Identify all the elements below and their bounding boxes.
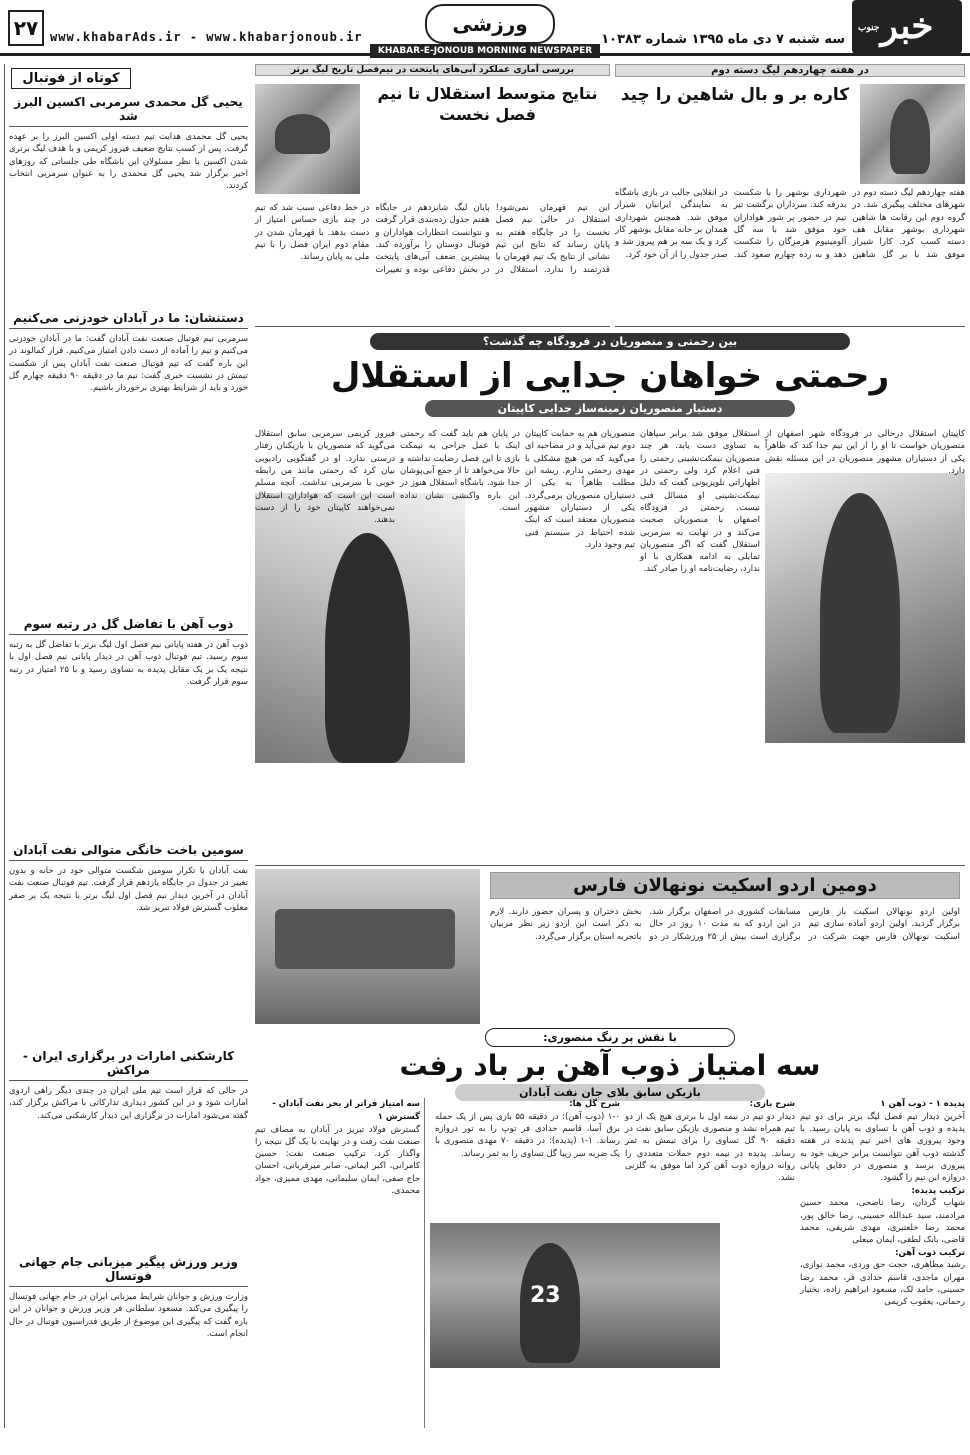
skating-story [255,865,965,1025]
soccer-photo [255,84,360,194]
side-match-body: گسترش فولاد تبریز در آبادان به مصاف تیم صنعت نفت رفت و در نهایت با یک گل نتیجه را واگذار کرد. ترکیب صنعت نفت: حسین کامرانی، اکبر ایمانی، صابر میرقربانی، احسان حاج صفی، ایمان سلیمانی، مهدی ممیزی، جواد محمدی. [255,1124,420,1197]
newspaper-logo [852,0,962,54]
side-match-head: سه امتیاز فراتر از بحر نفت آبادان - گسترش ۱ [272,1099,420,1122]
story-title: دومین اردو اسکیت نونهالان فارس [490,872,960,899]
section-1-body: آخرین دیدار تیم فصل لیگ برتر برای دو تیم پدیده و ذوب آهن با تساوی به پایان رسید. با وجود پیروزی های اخیر تیم پدیده در هفته گذشته ذوب آهن نتوانست برابر حریف خود به پیروزی برسد و منصوری در دقایق پایانی دروازه این تیم را گشود. [800,1111,965,1184]
story-subtitle: بازیکن سابق بلای جان نفت آبادان [455,1084,765,1101]
brief-item [5,843,252,1043]
brief-title: دستنشان: ما در آبادان خودزنی می‌کنیم [9,311,248,329]
story-body-4: در پایان هم باید گفت که رحمتی اینک با عمل جراحی به نیمکت بازی تا این فصل رضایت نداشته و حالا می‌خواهد تا از جمع آبی‌پوشان جدا شود. باشگاه استقلال هنوز در این باره واکنشی نشان نداده است. [400,429,520,513]
top-middle-story [255,62,610,327]
dateline: سه شنبه ۷ دی ماه ۱۳۹۵ شماره ۱۰۳۸۳ [601,32,845,47]
brief-title: وزیر ورزش پیگیر میزبانی جام جهانی فوتسال [9,1255,248,1287]
lineup-body: شهاب گردان، رضا ناصحی، محمد حسین مرادمند، سید عبدالله حسینی، رضا خالق پور، محمد رضا خلعتبری، مهدی شریفی، محمد قاضی، بابک لطفی، ایمان مبعلی [800,1198,965,1246]
jersey-number: 23 [530,1283,561,1308]
brief-body: نفت آبادان با تکرار سومین شکست متوالی خود در خانه و بدون تغییر در جدول در جایگاه یازدهم قرار گرفت. تیم فوتبال صنعت نفت آبادان در آخرین دیدار نیم فصل اول لیگ برتر با نتیجه یک بر صفر مغلوب گسترش فولاد تبریز شد. [9,866,248,913]
story-kicker: بررسی آماری عملکرد آبی‌های پایتخت در نیم‌فصل تاریخ لیگ برتر [255,64,610,76]
skaters-photo [255,869,480,1024]
brief-item [5,1255,252,1455]
story-body: اولین اردو نونهالان اسکیت باز فارس برگزار گردید. اولین اردو آماده سازی تیم اسکیت نونهالان فارس جهت شرکت در مسابقات کشوری در اصفهان برگزار شد. در این اردو که به مدت ۱۰ روز در حال برگزاری است بیش از ۲۵ ورزشکار در دو بخش دختران و پسران حضور دارند. لازم به ذکر است این اردو زیر نظر مربیان باتجربه استان برگزار می‌گردد. [490,907,960,942]
brief-title: یحیی گل محمدی سرمربی اکسین البرز شد [9,95,248,127]
main-story [255,333,965,863]
brief-item [5,95,252,305]
brief-title: کارشکنی امارات در برگزاری ایران - مراکش [9,1049,248,1081]
masthead [0,0,970,56]
story-body: هفته چهاردهم لیگ دسته دوم در شهرهای مختلف پیگیری شد. در گروه دوم این رقابت ها شاهین شهرداری بوشهر مقابل هف دسته کسب کرد. کارا شیراز موفق شد با بر گل شاهین شهرداری بوشهر را با شکست بدرقه کند. سرداران برگشت تیر تیم در حضور پر شور هواداران خود موفق شد با سه گل آلومینیوم هرمزگان را شکست دهد و به رده چهارم صعود کند. در انقلابی جالب در بازی باشگاه به نمایندگی ایرانیان شیراز موفق شد. همچنین شهرداری همدان بر خانه مقابل بوشهر کار کرد و یک سه بر هم پیروز شد و صدر جدول را از آن خود کرد. [615,188,965,260]
page-number: ۲۷ [8,10,44,46]
top-right-story [615,62,965,327]
rahmati-photo [765,473,965,743]
lineup2-head: ترکیب ذوب آهن: [895,1247,965,1258]
section-label: ورزشی [425,4,555,44]
story-kicker: با نقش پر رنگ منصوری: [485,1028,735,1047]
story-kicker: در هفته چهاردهم لیگ دسته دوم [615,64,965,77]
sidebar-briefs [4,64,252,1428]
english-banner: KHABAR-E-JONOUB MORNING NEWSPAPER [370,44,600,58]
brief-body: وزارت ورزش و جوانان شرایط میزبانی ایران در جام جهانی فوتسال را پیگیری می‌کند. مسعود سلطانی فر وزیر ورزش و جوانان در این باره گفت که پیگیری این موضوع از طریق فدراسیون فوتبال در حال انجام است. [9,1292,248,1339]
brief-item [5,311,252,611]
goals-body: ۱-۰ (ذوب آهن): در دقیقه ۵۵ بازی پس از یک حمله برق آسا، قاسم حدادی فر توپ را به تور دروازه رساند. ۱-۱ (پدیده): در دقیقه ۷۰ مهدی منصوری با یک ضربه سر زیبا گل تساوی را به ثمر رساند. [435,1111,620,1159]
story-title: سه امتیاز ذوب آهن بر باد رفت [399,1049,821,1082]
lineup-head: ترکیب پدیده: [911,1185,965,1196]
match-photo [430,1223,720,1368]
story-kicker: بین رحمتی و منصوریان در فرودگاه چه گذشت؟ [370,333,850,350]
section-1 [800,1098,965,1428]
logo-text: خبر [880,5,934,47]
goals-head: شرح گل ها: [569,1099,620,1109]
story-title: نتایج متوسط استقلال تا نیم فصل نخست [377,84,598,124]
lineup2-body: رشید مظاهری، حجت حق وردی، محمد نوازی، مهران ماجدی، قاسم حدادی فر، محمد رضا حسینی، حامد لک، مسعود ابراهیم زاده، بختیار رحمانی، یعقوب کریمی [800,1260,965,1308]
logo-sub: جنوب [858,23,880,33]
brief-body: سرمربی تیم فوتبال صنعت نفت آبادان گفت: ما در آبادان خودزنی می‌کنیم و تیم را آماده از دست دادن امتیاز می‌کنیم. فراز کمالوند در این باره گفت که تیم فوتبال صنعت نفت آبادان پس از شکست تیمش در نشست خبری گفت: تیم ما در دقیقه ۹۰ دقیقه چهارم گل خورد و باید از شرایط بهتری برخوردار باشیم. [9,334,248,394]
brief-item [5,617,252,837]
brief-body: یحیی گل محمدی هدایت تیم دسته اولی اکسین البرز را بر عهده گرفت. پس از کسب نتایج ضعیف فیروز کریمی و با هدف لیگ برتری شدن اکسین با نظر مسئولان این باشگاه طی جلساتی که روزهای اخیر برگزار شد یحیی گل محمدی را به عنوان سرمربی انتخاب کردند. [9,132,248,192]
story-body: این تیم قهرمان نمی‌شود! استقلال در حالی نیم فصل نخست را در جایگاه هفتم به پایان رساند که نتایج این تیم نشانی از نتایج یک تیم قهرمان یا قدرتمند را ندارد. استقلال در پایان لیگ شانزدهم در جایگاه هفتم جدول رده‌بندی قرار گرفت و نتوانست انتظارات هواداران و فوتبال دوستان را برآورده کند. پیشترین ضعف آبی‌های پایتخت در بخش دفاعی بوده و تغییرات در خط دفاعی سبب شد که تیم در چند بازی حساس امتیاز از دست بدهد. با قهرمان شدن در مقام دوم ایران فصل را با تیم ملی به پایان رساند. [255,203,610,275]
story-body-2: استقلال موفق شد برابر سپاهان به تساوی دست یابد. هر چند منصوریان نیمکت‌نشینی رحمتی را فنی اعلام کرد ولی رحمتی در اظهاراتی تلویزیونی گفت که دلیل نیمکت‌نشینی او مسائل فنی نیست. رحمتی در فرودگاه اصفهان با منصوریان صحبت می‌کند و در نهایت به سرمربی استقلال گفت که اگر منصوریان تمایلی به ادامه همکاری با او ندارد، رضایت‌نامه او را صادر کند. [640,429,760,575]
story-body-1: کاپیتان استقلال درحالی در فرودگاه شهر اصفهان از منصوریان خواست تا او را از این تیم جدا کند که ظاهراً یکی از دستیاران مشهور منصوریان در این مسئله نقش دارد. [765,429,965,476]
story-title: رحمتی خواهان جدایی از استقلال [330,356,890,396]
soccer-photo [860,84,965,184]
brief-title: ذوب آهن با تفاضل گل در رتبه سوم [9,617,248,635]
report-body: دیدار دو تیم در نیمه اول با برتری هیچ یک از دو تیم همراه نشد و منصوری بازیکن سابق نفت در دقیقه ۹۰ گل تساوی را برای تیمش به ثمر رساند. پدیده در نیمه دوم حملات متعددی را روانه دروازه ذوب آهن کرد اما موفق به گلزنی نشد. [625,1111,795,1184]
report-head: شرح بازی: [749,1099,795,1109]
story-body-3: منصوریان هم به حمایت کاپیتان دوم تیم می‌آید و در مصاحبه ای می‌گوید که من هیچ مشکلی با مهدی رحمتی ندارم. ریشه این مطلب ظاهراً به یکی از دستیاران منصوریان برمی‌گردد. یکی از دستیاران مشهور منصوریان معتقد است که اینک شده احتیاط در سیستم فنی تیم وجود دارد. [525,429,635,550]
goals [435,1098,620,1218]
report [625,1098,795,1218]
site-urls[interactable]: www.khabarAds.ir - www.khabarjonoub.ir [50,30,363,44]
story-title: کاره بر و بال شاهین را چید [620,85,850,105]
brief-title: سومین باخت خانگی متوالی نفت آبادان [9,843,248,861]
brief-body: در حالی که قرار است تیم ملی ایران در چندی دیگر راهی اردوی امارات شود و در این کشور دیداری تدارکاتی با مراکش برگزار کند، گفته می‌شود امارات در برگزاری این دیدار کارشکنی می‌کند. [9,1086,248,1121]
brief-item [5,1049,252,1249]
story-subtitle: دستیار منصوریان زمینه‌ساز جدایی کاپیتان [425,400,795,417]
section-1-head: پدیده ۱ - ذوب آهن ۱ [880,1099,965,1109]
side-match [255,1098,425,1428]
sidebar-head: کوتاه از فوتبال [11,68,131,89]
story-body-5: فیروز کریمی سرمربی سابق استقلال می‌گوید که منصوریان با بازیکنان رفتار درستی ندارد. او در گفتگویی رادیویی بیان کرد که رحمتی مانند من رابطه خوبی با سرمربی نداشت. آنچه مسلم است این است که هواداران استقلال نمی‌خواهند کاپیتان خود را از دست بدهند. [255,429,395,526]
brief-body: ذوب آهن در هفته پایانی نیم فصل اول لیگ برتر با تفاضل گل به رتبه سوم رسید. تیم فوتبال ذوب آهن در دیدار پایانی نیم فصل اول با نتیجه یک بر یک مقابل پدیده به تساوی رسید و با ۲۵ امتیاز در رتبه سوم قرار گرفت. [9,640,248,687]
bottom-story [255,1028,965,1428]
